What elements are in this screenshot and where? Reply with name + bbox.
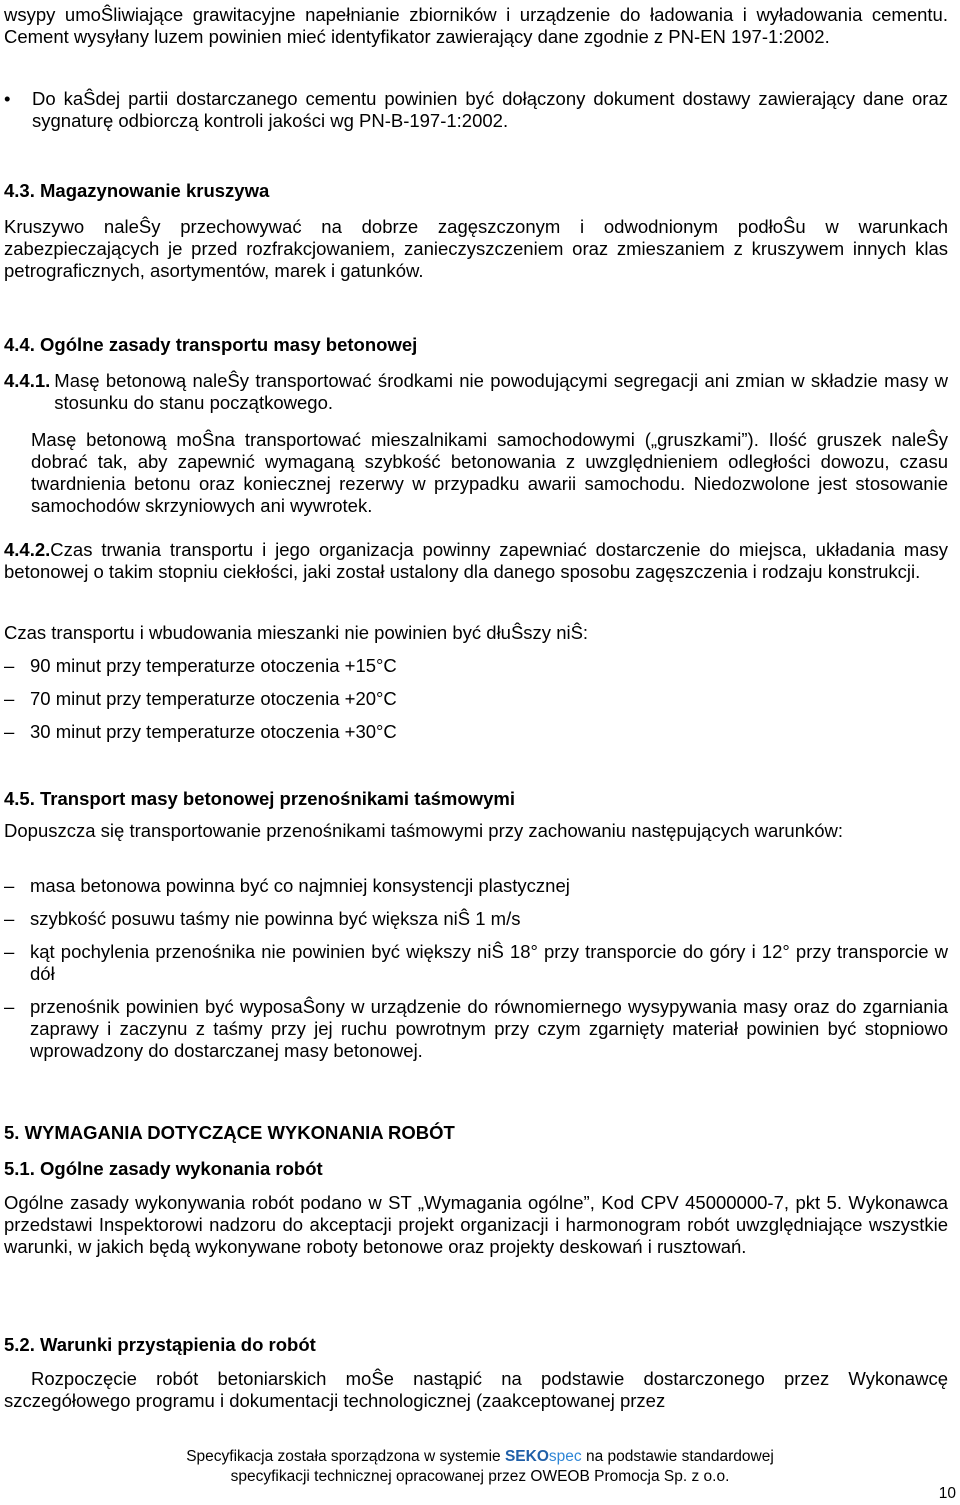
footer-text: Specyfikacja została sporządzona w systemie <box>186 1448 501 1465</box>
logo-part-seko: SEKO <box>504 1448 549 1465</box>
section-5-1-body: Ogólne zasady wykonywania robót podano w ST „Wymagania ogólne”, Kod CPV 45000000-7, pkt 5. Wykonawca przedstawi Inspektorowi nadzoru do akceptacji projekt organizacji i harmonogram robót uwzględniające wszystkie warunki, w jakich będą wykonywane roboty betonowe oraz projekty deskowań i rusztowań. <box>4 1192 948 1257</box>
intro-bullet-text: Do kaŜdej partii dostarczanego cementu powinien być dołączony dokument dostawy zawierający dane oraz sygnaturę odbiorczą kontroli jakości wg PN-B-197-1:2002. <box>32 88 948 131</box>
dash-mark: – <box>4 688 15 709</box>
section-5-2-body: Rozpoczęcie robót betoniarskich moŜe nastąpić na podstawie dostarczonego przez Wykonawcę szczegółowego programu i dokumentacji technologicznej (zaakceptowanej przez <box>4 1368 948 1411</box>
intro-bullet <box>4 88 948 132</box>
section-4-3-body: Kruszywo naleŜy przechowywać na dobrze zagęszczonym i odwodnionym podłoŜu w warunkach zabezpieczających je przed rozfrakcjowaniem, zanieczyszczeniem oraz zmieszaniem z kruszywem innych klas petrograficznych, asortymentów, marek i gatunków. <box>4 216 948 281</box>
dash-mark: – <box>4 721 15 742</box>
footer-text: na podstawie standardowej <box>585 1448 774 1465</box>
list-item <box>4 996 948 1062</box>
paragraph-4-4-2-text: Czas trwania transportu i jego organizacja powinny zapewniać dostarczenie do miejsca, układania masy betonowej o takim stopniu ciekłości, jaki został ustalony dla danego sposobu zagęszczenia i rodzaju konstrukcji. <box>4 539 948 582</box>
transport-time-intro: Czas transportu i wbudowania mieszanki nie powinien być dłuŜszy niŜ: <box>4 622 589 643</box>
heading-5-2: 5.2. Warunki przystąpienia do robót <box>4 1334 316 1355</box>
dash-mark: – <box>4 655 15 676</box>
list-item <box>4 908 948 930</box>
list-item <box>4 875 948 897</box>
paragraph-gruszki <box>4 429 948 517</box>
paragraph-4-4-1 <box>4 370 948 414</box>
list-item-text: 90 minut przy temperaturze otoczenia +15°C <box>30 655 397 676</box>
heading-4-4: 4.4. Ogólne zasady transportu masy betonowej <box>4 334 418 355</box>
logo-part-spec: spec <box>548 1448 582 1465</box>
list-item-text: 70 minut przy temperaturze otoczenia +20°C <box>30 688 397 709</box>
heading-4-3: 4.3. Magazynowanie kruszywa <box>4 180 270 201</box>
dash-mark: – <box>4 875 15 896</box>
paragraph-4-4-1-text: Masę betonową naleŜy transportować środkami nie powodującymi segregacji ani zmian w składzie masy w stosunku do stanu początkowego. <box>54 370 948 413</box>
heading-5-1: 5.1. Ogólne zasady wykonania robót <box>4 1158 323 1179</box>
list-item <box>4 688 948 710</box>
dash-mark: – <box>4 908 15 929</box>
list-item-text: kąt pochylenia przenośnika nie powinien być większy niŜ 18° przy transporcie do góry i 12° przy transporcie w dół <box>30 941 948 984</box>
bullet-mark: • <box>4 88 11 109</box>
dash-mark: – <box>4 996 15 1017</box>
list-item-text: przenośnik powinien być wyposaŜony w urządzenie do równomiernego wysypywania masy oraz do zgarniania zaprawy i zaczynu z taśmy przy jej ruchu powrotnym przy czym zgarnięty materiał powinien być stopniowo wprowadzony do dostarczanej masy betonowej. <box>30 996 948 1061</box>
page-footer <box>0 1447 960 1487</box>
conveyor-conditions-list <box>4 864 948 1062</box>
heading-4-5: 4.5. Transport masy betonowej przenośnikami taśmowymi <box>4 788 515 809</box>
paragraph-number: 4.4.1. <box>4 370 51 391</box>
paragraph-gruszki-text: Masę betonową moŜna transportować mieszalnikami samochodowymi („gruszkami”). Ilość gruszek naleŜy dobrać tak, aby zapewnić wymaganą szybkość betonowania z uwzględnieniem odległości dowozu, czasu twardnienia betonu oraz koniecznej rezerwy w przypadku awarii samochodu. Niedozwolone jest stosowanie samochodów skrzyniowych ani wywrotek. <box>31 429 948 516</box>
dash-mark: – <box>4 941 15 962</box>
transport-time-list <box>4 644 948 743</box>
sekospec-logo <box>505 1448 582 1465</box>
paragraph-4-4-2 <box>4 539 948 583</box>
intro-continued-text: wsypy umoŜliwiające grawitacyjne napełnianie zbiorników i urządzenie do ładowania i wyładowania cementu. Cement wysyłany luzem powinien mieć identyfikator zawierający dane zgodnie z PN-EN 197-1:2002. <box>4 4 948 47</box>
section-4-5-intro: Dopuszcza się transportowanie przenośnikami taśmowymi przy zachowaniu następujących warunków: <box>4 820 844 841</box>
list-item <box>4 941 948 985</box>
footer-line-2: specyfikacji technicznej opracowanej przez OWEOB Promocja Sp. z o.o. <box>230 1468 730 1485</box>
heading-5: 5. WYMAGANIA DOTYCZĄCE WYKONANIA ROBÓT <box>4 1122 455 1143</box>
page-number: 10 <box>938 1485 956 1502</box>
list-item <box>4 721 948 743</box>
footer-line-1 <box>0 1447 960 1467</box>
list-item-text: masa betonowa powinna być co najmniej konsystencji plastycznej <box>30 875 570 896</box>
list-item-text: 30 minut przy temperaturze otoczenia +30°C <box>30 721 397 742</box>
list-item <box>4 655 948 677</box>
list-item-text: szybkość posuwu taśmy nie powinna być większa niŜ 1 m/s <box>30 908 521 929</box>
paragraph-number: 4.4.2. <box>4 539 51 560</box>
